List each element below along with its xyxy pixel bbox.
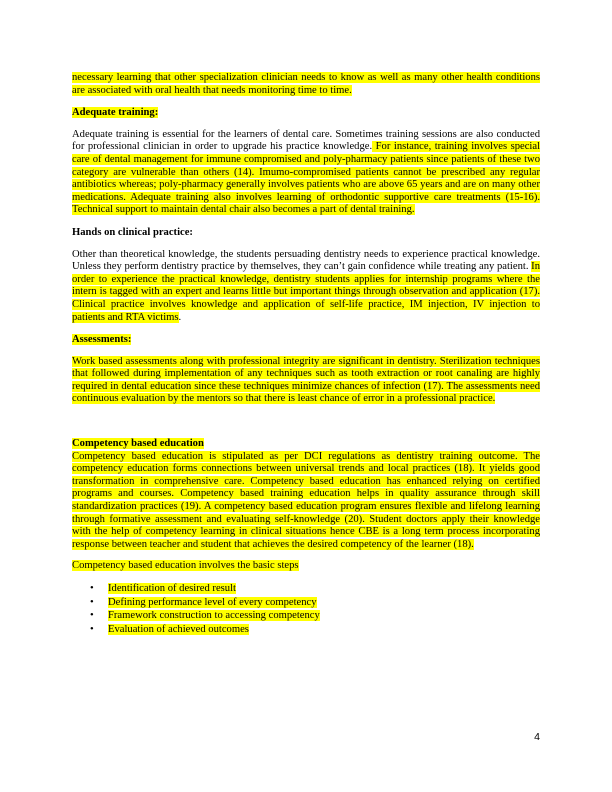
steps-intro-text: Competency based education involves the basic steps [72, 560, 299, 572]
step-text: Defining performance level of every competency [108, 596, 317, 608]
step-text: Evaluation of achieved outcomes [108, 623, 249, 635]
steps-list [72, 582, 540, 636]
adequate-training-paragraph [72, 129, 540, 217]
assessments-highlighted: Work based assessments along with professional integrity are significant in dentistry. Sterilization techniques that followed during implementation of any techniques such as tooth extraction or root canaling are highly required in dental education since these techniques minimize chances of infection (17). The assessments need continuous evaluation by the mentors so that there is least chance of error in a professional practice. [72, 355, 540, 405]
competency-highlighted: Competency based education is stipulated as per DCI regulations as dentistry training outcome. The competency education forms connections between universal trends and local practices (18). It yields good transformation in comprehensive care. Competency based education has enhanced relying on certified programs and courses. Competency based training education helps in quality assurance through skill standardization practices (19). A competency based education program ensures flexible and lifelong learning through formative assessment and evaluating self-knowledge (20). Student doctors apply their knowledge with the help of competency learning in clinical situations hence CBE is a long term process incorporating response between teacher and student that achieves the desired competency of the learner (18). [72, 450, 540, 550]
step-text: Framework construction to accessing competency [108, 610, 320, 621]
list-item [90, 623, 540, 637]
heading-assessments [72, 334, 540, 347]
page-content [72, 72, 540, 636]
bullet-icon: • [90, 583, 94, 594]
bullet-icon: • [90, 610, 94, 621]
heading-competency [72, 438, 540, 451]
heading-competency-text: Competency based education [72, 438, 204, 450]
intro-paragraph [72, 72, 540, 97]
hands-on-highlighted: In order to experience the practical knowledge, dentistry students applies for internship programs where the intern is tagged with an expert and learns little but important things through observation and application (17). Clinical practice involves knowledge and application of self-life practice, IM injection, IV injection to patients and RTA victims [72, 261, 540, 323]
heading-assessments-text: Assessments: [72, 334, 132, 346]
list-item [90, 582, 540, 596]
assessments-paragraph [72, 356, 540, 406]
adequate-training-highlighted: For instance, training involves special care of dental management for immune compromised and poly-pharmacy patients since patients of these two category are vulnerable than others (14). Imumo-compromised patients cannot be prescribed any regular antibiotics whereas; poly-pharmacy generally involves patients who are above 65 years and are on many other medications. Adequate training also involves learning of orthodontic supportive care treatments (15-16). Technical support to maintain dental chair also becomes a part of dental training. [72, 141, 541, 216]
heading-hands-on: Hands on clinical practice: [72, 226, 193, 238]
step-text: Identification of desired result [108, 583, 236, 594]
hands-on-end: . [178, 311, 182, 323]
section-spacer [72, 416, 540, 438]
intro-text: necessary learning that other specialization clinician needs to know as well as many other health conditions are associated with oral health that needs monitoring time to time. [72, 72, 540, 96]
adequate-training-plain: Adequate training is essential for the learners of dental care. Sometimes training sessions are also conducted for professional clinician in order to upgrade his practice knowledge. [72, 128, 540, 153]
hands-on-plain: Other than theoretical knowledge, the students persuading dentistry needs to experience practical knowledge. Unless they perform dentistry practice by themselves, they can’t gain confidence while treating any patient. [72, 248, 540, 273]
heading-adequate-training [72, 107, 540, 120]
page-number: 4 [534, 731, 540, 743]
steps-intro [72, 560, 540, 573]
heading-adequate-training-text: Adequate training: [72, 107, 159, 119]
competency-paragraph [72, 451, 540, 552]
bullet-icon: • [90, 596, 94, 608]
list-item [90, 609, 540, 623]
hands-on-paragraph [72, 249, 540, 325]
bullet-icon: • [90, 623, 94, 635]
list-item [90, 596, 540, 610]
